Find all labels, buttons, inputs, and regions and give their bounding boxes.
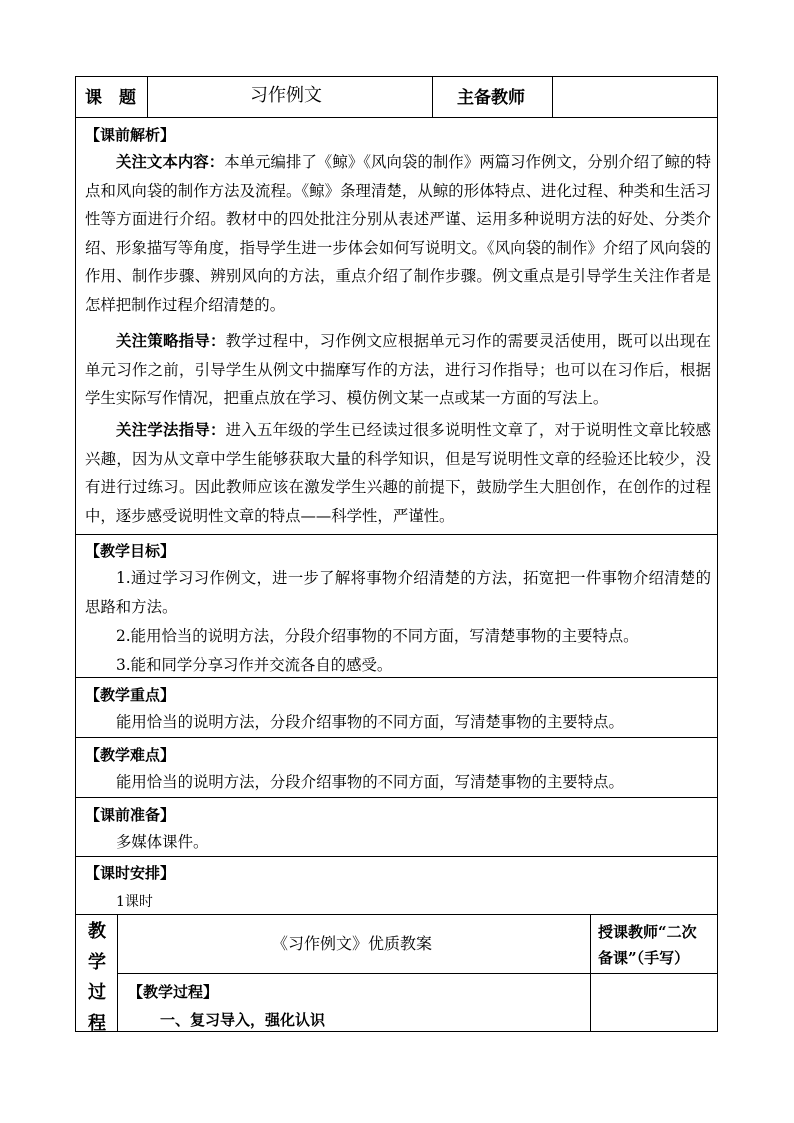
side-char-4: 程 — [88, 1012, 106, 1034]
difficulties-text: 能用恰当的说明方法，分段介绍事物的不同方面，写清楚事物的主要特点。 — [116, 773, 624, 791]
schedule-title: 【课时安排】 — [85, 864, 176, 882]
analysis-lead-3: 关注学法指导： — [116, 421, 226, 439]
preparation-title: 【课前准备】 — [85, 806, 176, 824]
key-points-text: 能用恰当的说明方法，分段介绍事物的不同方面，写清楚事物的主要特点。 — [116, 713, 624, 731]
schedule-text: 1课时 — [116, 894, 153, 910]
side-char-2: 学 — [88, 951, 106, 973]
topic-value: 习作例文 — [250, 85, 322, 106]
goal-item-1: 1.通过学习习作例文，进一步了解将事物介绍清楚的方法，拓宽把一件事物介绍清楚的思路和方法。 — [85, 569, 711, 616]
analysis-lead-1: 关注文本内容： — [116, 153, 225, 171]
analysis-text-2: 教学过程中，习作例文应根据单元习作的需要灵活使用，既可以出现在单元习作之前，引导学生从例文中揣摩写作的方法，进行习作指导；也可以在习作后，根据学生实际写作情况，把重点放在学习、模仿例文某一点或某一方面的写法上。 — [85, 332, 711, 407]
process-right-title-1: 授课教师“二次 — [598, 923, 697, 941]
analysis-bottom-line — [75, 534, 718, 535]
goals-bottom-line — [75, 677, 718, 678]
side-char-3: 过 — [88, 982, 106, 1003]
header-divider-3 — [552, 76, 553, 118]
table-right-border — [717, 76, 718, 1032]
analysis-lead-2: 关注策略指导： — [116, 332, 226, 350]
goal-item-2: 2.能用恰当的说明方法，分段介绍事物的不同方面，写清楚事物的主要特点。 — [116, 627, 639, 645]
schedule-bottom-line — [75, 914, 718, 915]
analysis-paragraph-1 — [85, 148, 711, 319]
key-points-title: 【教学重点】 — [85, 686, 176, 704]
process-right-title-2: 备课”（手写） — [598, 949, 690, 967]
topic-label: 课 题 — [85, 88, 136, 108]
header-divider-1 — [147, 76, 148, 118]
key-points-bottom-line — [75, 737, 718, 738]
preparation-text: 多媒体课件。 — [116, 833, 209, 851]
goal-item-3: 3.能和同学分享习作并交流各自的感受。 — [116, 656, 393, 674]
process-header-line — [117, 973, 718, 974]
difficulties-title: 【教学难点】 — [85, 746, 176, 764]
header-bottom-line — [75, 117, 718, 118]
header-divider-2 — [432, 76, 433, 118]
goals-title: 【教学目标】 — [85, 542, 176, 560]
table-top-border — [75, 76, 718, 77]
analysis-paragraph-3 — [85, 416, 711, 530]
process-first-step: 一、复习导入，强化认识 — [160, 1011, 326, 1029]
table-bottom-border — [75, 1031, 718, 1032]
process-side-label — [77, 917, 117, 1039]
preparation-bottom-line — [75, 856, 718, 857]
analysis-paragraph-2 — [85, 327, 711, 413]
side-char-1: 教 — [88, 921, 106, 942]
analysis-title: 【课前解析】 — [85, 126, 176, 144]
teacher-label: 主备教师 — [457, 88, 525, 108]
analysis-text-3: 进入五年级的学生已经读过很多说明性文章了，对于说明性文章比较感兴趣，因为从文章中学生能够获取大量的科学知识，但是写说明性文章的经验还比较少，没有进行过练习。因此教师应该在激发学生兴趣的前提下，鼓励学生大胆创作，在创作的过程中，逐步感受说明性文章的特点——科学性，严谨性。 — [85, 421, 711, 525]
analysis-text-1: 本单元编排了《鲸》《风向袋的制作》两篇习作例文，分别介绍了鲸的特点和风向袋的制作方法及流程。《鲸》条理清楚，从鲸的形体特点、进化过程、种类和生活习性等方面进行介绍。教材中的四处批注分别从表述严谨、运用多种说明方法的好处、分类介绍、形象描写等角度，指导学生进一步体会如何写说明文。《风向袋的制作》介绍了风向袋的作用、制作步骤、辨别风向的方法，重点介绍了制作步骤。例文重点是引导学生关注作者是怎样把制作过程介绍清楚的。 — [85, 153, 711, 314]
table-left-border — [75, 76, 76, 1032]
process-center-title: 《习作例文》优质教案 — [272, 934, 433, 953]
difficulties-bottom-line — [75, 797, 718, 798]
process-title: 【教学过程】 — [128, 983, 219, 1001]
